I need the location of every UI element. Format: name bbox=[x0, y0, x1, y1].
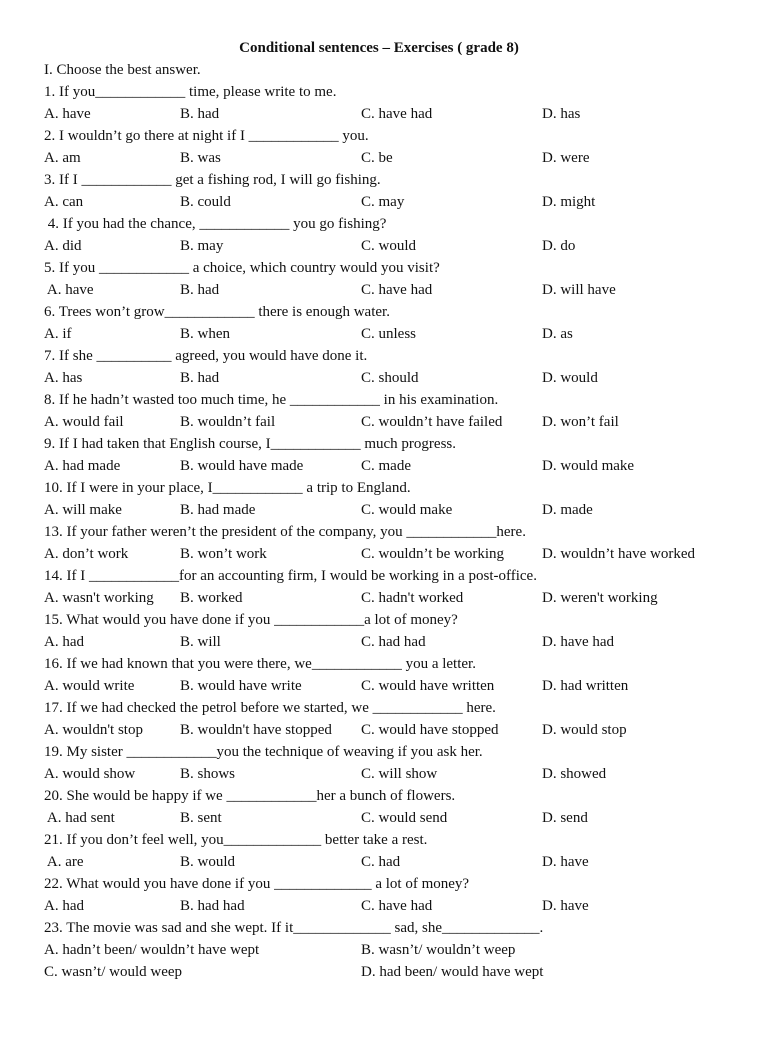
answer-options bbox=[44, 235, 734, 257]
option-c[interactable]: C. would bbox=[361, 238, 417, 254]
option-a[interactable]: A. don’t work bbox=[44, 546, 129, 562]
answer-options bbox=[44, 895, 734, 917]
option-c[interactable]: C. have had bbox=[361, 898, 433, 914]
question-item bbox=[44, 829, 734, 873]
option-a[interactable]: A. would write bbox=[44, 678, 135, 694]
option-a[interactable]: A. are bbox=[44, 854, 84, 870]
option-a[interactable]: A. have bbox=[44, 282, 94, 298]
answer-options bbox=[44, 939, 734, 961]
option-a[interactable]: A. wasn't working bbox=[44, 590, 154, 606]
option-b[interactable]: B. wouldn't have stopped bbox=[180, 722, 332, 738]
option-d[interactable]: D. were bbox=[542, 150, 590, 166]
question-item bbox=[44, 917, 734, 983]
answer-options bbox=[44, 455, 734, 477]
option-b[interactable]: B. wouldn’t fail bbox=[180, 414, 276, 430]
option-b[interactable]: B. had made bbox=[180, 502, 256, 518]
question-text: 13. If your father weren’t the president of the company, you ____________here. bbox=[44, 524, 526, 540]
option-c[interactable]: C. made bbox=[361, 458, 411, 474]
question-item bbox=[44, 477, 734, 521]
option-c[interactable]: C. may bbox=[361, 194, 405, 210]
question-item bbox=[44, 213, 734, 257]
option-a[interactable]: A. wouldn't stop bbox=[44, 722, 143, 738]
option-d[interactable]: D. has bbox=[542, 106, 581, 122]
option-a[interactable]: A. would fail bbox=[44, 414, 124, 430]
answer-options bbox=[44, 499, 734, 521]
option-b[interactable]: B. would have write bbox=[180, 678, 302, 694]
option-d[interactable]: D. had written bbox=[542, 678, 629, 694]
answer-options bbox=[44, 763, 734, 785]
option-b[interactable]: B. had bbox=[180, 106, 220, 122]
question-text: 4. If you had the chance, ____________ you go fishing? bbox=[44, 216, 387, 232]
option-d[interactable]: D. weren't working bbox=[542, 590, 658, 606]
question-text: 19. My sister ____________you the technique of weaving if you ask her. bbox=[44, 744, 483, 760]
option-c[interactable]: C. would make bbox=[361, 502, 453, 518]
answer-options bbox=[44, 323, 734, 345]
option-b[interactable]: B. when bbox=[180, 326, 230, 342]
option-b[interactable]: B. won’t work bbox=[180, 546, 267, 562]
option-b[interactable]: B. had bbox=[180, 282, 220, 298]
question-list bbox=[44, 81, 734, 917]
option-c[interactable]: C. had had bbox=[361, 634, 426, 650]
option-a[interactable]: A. hadn’t been/ wouldn’t have wept bbox=[44, 942, 260, 958]
option-c[interactable]: C. should bbox=[361, 370, 419, 386]
option-c[interactable]: C. wasn’t/ would weep bbox=[44, 964, 183, 980]
question-text: 5. If you ____________ a choice, which country would you visit? bbox=[44, 260, 440, 276]
option-a[interactable]: A. am bbox=[44, 150, 81, 166]
question-text: 3. If I ____________ get a fishing rod, I will go fishing. bbox=[44, 172, 381, 188]
answer-options bbox=[44, 103, 734, 125]
option-b[interactable]: B. had bbox=[180, 370, 220, 386]
section-heading: I. Choose the best answer. bbox=[44, 62, 201, 78]
question-item bbox=[44, 697, 734, 741]
answer-options bbox=[44, 719, 734, 741]
question-item bbox=[44, 169, 734, 213]
option-a[interactable]: A. had bbox=[44, 898, 84, 914]
option-d[interactable]: D. do bbox=[542, 238, 576, 254]
question-text: 2. I wouldn’t go there at night if I ____________ you. bbox=[44, 128, 369, 144]
question-text: 1. If you____________ time, please write to me. bbox=[44, 84, 337, 100]
option-a[interactable]: A. had made bbox=[44, 458, 121, 474]
option-c[interactable]: C. be bbox=[361, 150, 393, 166]
question-item bbox=[44, 257, 734, 301]
answer-options bbox=[44, 367, 734, 389]
answer-options bbox=[44, 279, 734, 301]
question-item bbox=[44, 389, 734, 433]
option-a[interactable]: A. did bbox=[44, 238, 82, 254]
option-b[interactable]: B. may bbox=[180, 238, 224, 254]
option-c[interactable]: C. have had bbox=[361, 106, 433, 122]
question-text: 20. She would be happy if we ____________her a bunch of flowers. bbox=[44, 788, 456, 804]
option-d[interactable]: D. have had bbox=[542, 634, 615, 650]
question-item bbox=[44, 433, 734, 477]
question-item bbox=[44, 521, 734, 565]
option-b[interactable]: B. would bbox=[180, 854, 236, 870]
option-d[interactable]: D. would bbox=[542, 370, 598, 386]
option-a[interactable]: A. had bbox=[44, 634, 84, 650]
option-b[interactable]: B. sent bbox=[180, 810, 222, 826]
option-d[interactable]: D. have bbox=[542, 898, 589, 914]
option-d[interactable]: D. wouldn’t have worked bbox=[542, 546, 696, 562]
option-d[interactable]: D. would stop bbox=[542, 722, 627, 738]
question-text: 14. If I ____________for an accounting firm, I would be working in a post-office. bbox=[44, 568, 537, 584]
question-item bbox=[44, 81, 734, 125]
option-b[interactable]: B. was bbox=[180, 150, 221, 166]
question-item bbox=[44, 653, 734, 697]
question-text: 8. If he hadn’t wasted too much time, he ____________ in his examination. bbox=[44, 392, 499, 408]
answer-options bbox=[44, 147, 734, 169]
option-b[interactable]: B. will bbox=[180, 634, 221, 650]
option-c[interactable]: C. would have stopped bbox=[361, 722, 499, 738]
option-b[interactable]: B. had had bbox=[180, 898, 245, 914]
option-d[interactable]: D. made bbox=[542, 502, 593, 518]
question-text: 22. What would you have done if you _____________ a lot of money? bbox=[44, 876, 470, 892]
option-b[interactable]: B. shows bbox=[180, 766, 236, 782]
answer-options bbox=[44, 587, 734, 609]
answer-options bbox=[44, 675, 734, 697]
page-title: Conditional sentences – Exercises ( grade 8) bbox=[239, 40, 519, 56]
answer-options bbox=[44, 631, 734, 653]
option-b[interactable]: B. wasn’t/ wouldn’t weep bbox=[361, 942, 516, 958]
option-a[interactable]: A. can bbox=[44, 194, 84, 210]
question-item bbox=[44, 565, 734, 609]
option-d[interactable]: D. will have bbox=[542, 282, 616, 298]
question-item bbox=[44, 609, 734, 653]
option-a[interactable]: A. would show bbox=[44, 766, 136, 782]
option-c[interactable]: C. had bbox=[361, 854, 401, 870]
option-a[interactable]: A. has bbox=[44, 370, 83, 386]
question-text: 10. If I were in your place, I____________ a trip to England. bbox=[44, 480, 411, 496]
question-text: 21. If you don’t feel well, you_____________ better take a rest. bbox=[44, 832, 428, 848]
question-item bbox=[44, 301, 734, 345]
option-d[interactable]: D. might bbox=[542, 194, 596, 210]
worksheet bbox=[44, 37, 734, 983]
option-c[interactable]: C. unless bbox=[361, 326, 417, 342]
option-a[interactable]: A. if bbox=[44, 326, 72, 342]
question-text: 17. If we had checked the petrol before we started, we ____________ here. bbox=[44, 700, 496, 716]
option-c[interactable]: C. would send bbox=[361, 810, 448, 826]
option-d[interactable]: D. would make bbox=[542, 458, 635, 474]
question-item bbox=[44, 873, 734, 917]
option-d[interactable]: D. have bbox=[542, 854, 589, 870]
question-text: 23. The movie was sad and she wept. If it_____________ sad, she_____________. bbox=[44, 920, 544, 936]
option-a[interactable]: A. had sent bbox=[44, 810, 115, 826]
option-d[interactable]: D. as bbox=[542, 326, 573, 342]
option-b[interactable]: B. would have made bbox=[180, 458, 304, 474]
question-item bbox=[44, 125, 734, 169]
question-text: 6. Trees won’t grow____________ there is enough water. bbox=[44, 304, 390, 320]
option-d[interactable]: D. send bbox=[542, 810, 588, 826]
answer-options bbox=[44, 191, 734, 213]
question-text: 7. If she __________ agreed, you would have done it. bbox=[44, 348, 368, 364]
answer-options bbox=[44, 807, 734, 829]
question-text: 16. If we had known that you were there, we____________ you a letter. bbox=[44, 656, 476, 672]
answer-options bbox=[44, 851, 734, 873]
option-b[interactable]: B. worked bbox=[180, 590, 243, 606]
answer-options bbox=[44, 961, 734, 983]
option-d[interactable]: D. won’t fail bbox=[542, 414, 619, 430]
option-c[interactable]: C. wouldn’t be working bbox=[361, 546, 505, 562]
option-c[interactable]: C. wouldn’t have failed bbox=[361, 414, 503, 430]
question-item bbox=[44, 741, 734, 785]
option-c[interactable]: C. will show bbox=[361, 766, 438, 782]
option-d[interactable]: D. had been/ would have wept bbox=[361, 964, 544, 980]
option-c[interactable]: C. hadn't worked bbox=[361, 590, 464, 606]
option-a[interactable]: A. have bbox=[44, 106, 91, 122]
question-text: 15. What would you have done if you ____________a lot of money? bbox=[44, 612, 458, 628]
question-text: 9. If I had taken that English course, I____________ much progress. bbox=[44, 436, 456, 452]
answer-options bbox=[44, 411, 734, 433]
option-c[interactable]: C. have had bbox=[361, 282, 433, 298]
option-b[interactable]: B. could bbox=[180, 194, 231, 210]
option-d[interactable]: D. showed bbox=[542, 766, 607, 782]
question-item bbox=[44, 345, 734, 389]
option-c[interactable]: C. would have written bbox=[361, 678, 495, 694]
answer-options bbox=[44, 543, 734, 565]
option-a[interactable]: A. will make bbox=[44, 502, 122, 518]
question-item bbox=[44, 785, 734, 829]
